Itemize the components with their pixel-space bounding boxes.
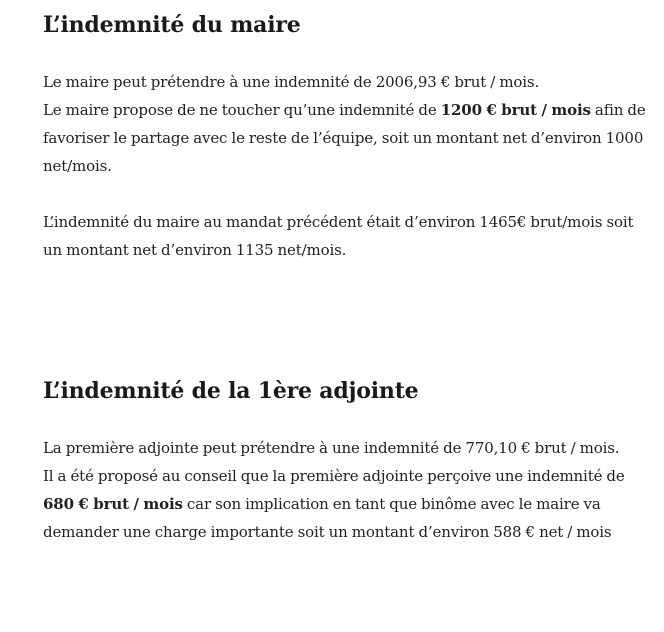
section-mayor-allowance	[43, 8, 649, 264]
paragraph-previous-mandate: L’indemnité du maire au mandat précédent était d’environ 1465€ brut/mois soit un montant net d’environ 1135 net/mois.	[43, 213, 634, 259]
proposal-amount: 1200 € brut / mois	[440, 101, 591, 119]
section-deputy-allowance	[43, 374, 649, 546]
section-title: L’indemnité de la 1ère adjointe	[43, 378, 419, 404]
proposal-amount: 680 € brut / mois	[43, 495, 183, 513]
proposal-text-start: Il a été proposé au conseil que la première adjointe perçoive une indemnité de	[43, 467, 625, 485]
proposal-text-end: car son implication en tant que binôme avec le maire va demander une charge importante soit un montant d’environ 588 € net / mois	[43, 495, 612, 541]
proposal-text-start: Le maire propose de ne toucher qu’une indemnité de	[43, 101, 441, 119]
section-title: L’indemnité du maire	[43, 12, 301, 38]
paragraph-entitlement: Le maire peut prétendre à une indemnité de 2006,93 € brut / mois.	[43, 73, 540, 91]
paragraph-proposal	[43, 462, 649, 546]
paragraph-proposal	[43, 96, 649, 180]
proposal-text-end: afin de favoriser le partage avec le reste de l’équipe, soit un montant net d’environ 1000 net/mois.	[43, 101, 646, 175]
paragraph-entitlement: La première adjointe peut prétendre à une indemnité de 770,10 € brut / mois.	[43, 439, 620, 457]
